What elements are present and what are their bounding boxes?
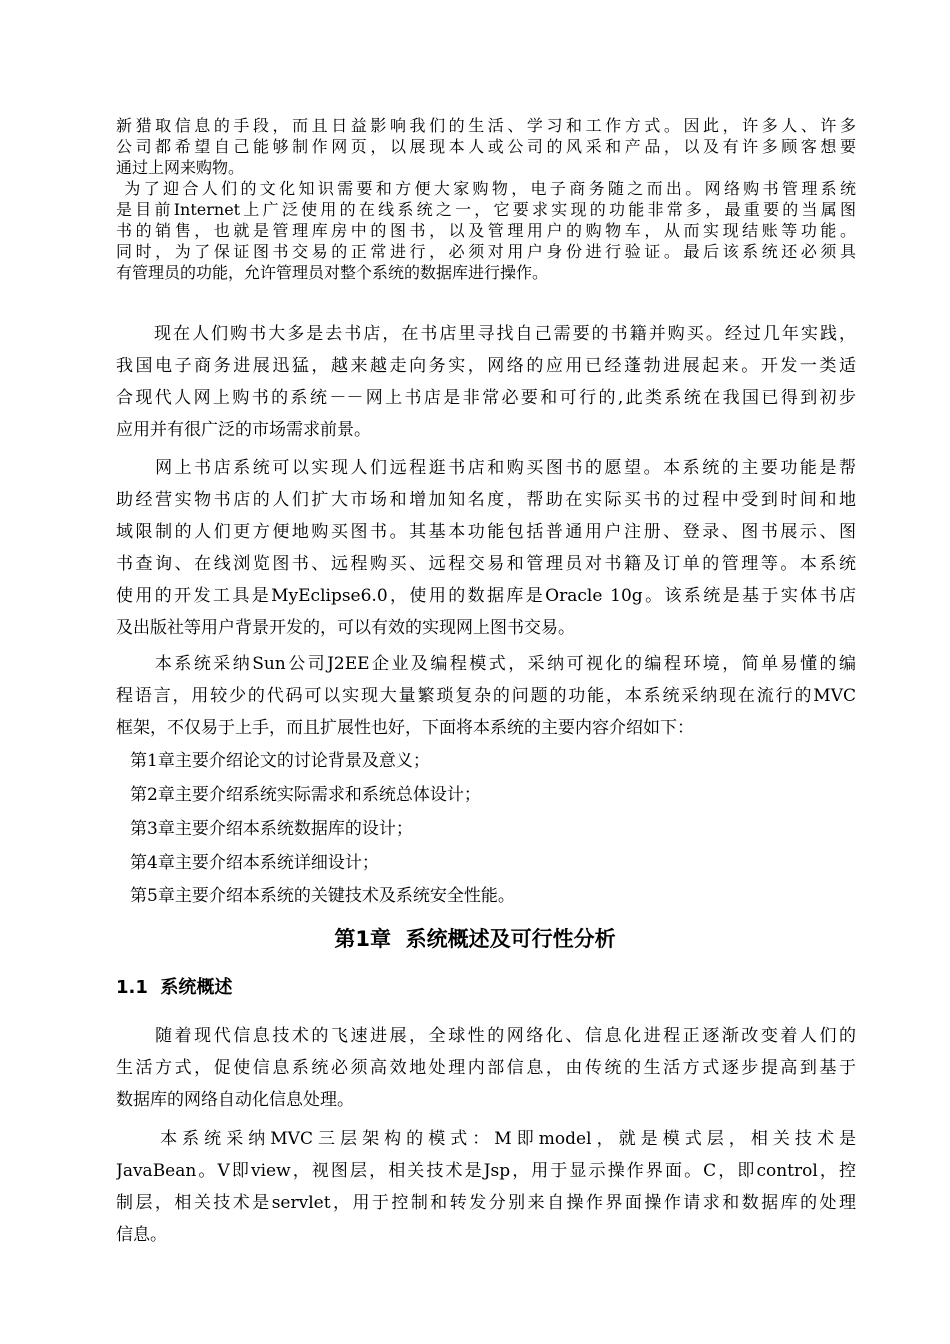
text-line: 制层，相关技术是servlet，用于控制和转发分别来自操作界面操作请求和数据库的处理 xyxy=(116,1193,856,1213)
text-line: 同时，为了保证图书交易的正常进行，必须对用户身份进行验证。最后该系统还必须具 xyxy=(116,242,856,261)
text-line: 应用并有很广泛的市场需求前景。 xyxy=(116,420,371,440)
text-line: 合现代人网上购书的系统－－网上书店是非常必要和可行的,此类系统在我国已得到初步 xyxy=(116,388,856,408)
chapter-list-item: 第5章主要介绍本系统的关键技术及系统安全性能。 xyxy=(130,886,515,906)
chapter-title: 第1章 系统概述及可行性分析 xyxy=(334,927,616,951)
text-line: 为了迎合人们的文化知识需要和方便大家购物，电子商务随之而出。网络购书管理系统 xyxy=(116,179,856,198)
text-line: 本系统采纳MVC三层架构的模式：M即model，就是模式层，相关技术是 xyxy=(116,1129,856,1149)
text-line: 网上书店系统可以实现人们远程逛书店和购买图书的愿望。本系统的主要功能是帮 xyxy=(116,458,856,478)
text-line: 及出版社等用户背景开发的，可以有效的实现网上图书交易。 xyxy=(116,618,575,638)
text-line: JavaBean。V即view，视图层，相关技术是Jsp，用于显示操作界面。C，即control，控 xyxy=(116,1161,856,1181)
chapter-list-item: 第1章主要介绍论文的讨论背景及意义； xyxy=(130,751,430,771)
text-line: 书的销售，也就是管理库房中的图书，以及管理用户的购物车，从而实现结账等功能。 xyxy=(116,221,856,240)
intro-block xyxy=(116,115,856,283)
chapter-list-item: 第2章主要介绍系统实际需求和系统总体设计； xyxy=(130,785,481,805)
text-line: 是目前Internet上广泛使用的在线系统之一，它要求实现的功能非常多，最重要的当属图 xyxy=(116,200,856,219)
text-line: 随着现代信息技术的飞速进展，全球性的网络化、信息化进程正逐渐改变着人们的 xyxy=(116,1026,856,1046)
text-line: 本系统采纳Sun公司J2EE企业及编程模式，采纳可视化的编程环境，简单易懂的编 xyxy=(116,654,856,674)
text-line: 使用的开发工具是MyEclipse6.0，使用的数据库是Oracle 10g。该系统是基于实体书店 xyxy=(116,586,856,606)
text-line: 生活方式，促使信息系统必须高效地处理内部信息，由传统的生活方式逐步提高到基于 xyxy=(116,1058,856,1078)
chapter-list-item: 第4章主要介绍本系统详细设计； xyxy=(130,853,379,873)
text-line: 信息。 xyxy=(116,1225,167,1245)
paragraph xyxy=(116,1123,856,1251)
paragraph xyxy=(116,318,856,446)
text-line: 程语言，用较少的代码可以实现大量繁琐复杂的问题的功能，本系统采纳现在流行的MVC xyxy=(116,686,856,706)
text-line: 公司都希望自己能够制作网页，以展现本人或公司的风采和产品，以及有许多顾客想要 xyxy=(116,137,856,156)
text-line: 我国电子商务进展迅猛，越来越走向务实，网络的应用已经蓬勃进展起来。开发一类适 xyxy=(116,356,856,376)
chapter-list-item: 第3章主要介绍本系统数据库的设计； xyxy=(130,819,413,839)
paragraph xyxy=(116,648,856,744)
paragraph xyxy=(116,452,856,644)
text-line: 新猎取信息的手段，而且日益影响我们的生活、学习和工作方式。因此，许多人、许多 xyxy=(116,116,856,135)
text-line: 书查询、在线浏览图书、远程购买、远程交易和管理员对书籍及订单的管理等。本系统 xyxy=(116,554,856,574)
text-line: 助经营实物书店的人们扩大市场和增加知名度，帮助在实际买书的过程中受到时间和地 xyxy=(116,490,856,510)
text-line: 域限制的人们更方便地购买图书。其基本功能包括普通用户注册、登录、图书展示、图 xyxy=(116,522,856,542)
text-line: 数据库的网络自动化信息处理。 xyxy=(116,1090,354,1110)
section-title: 1.1 系统概述 xyxy=(116,977,233,998)
text-line: 通过上网来购物。 xyxy=(116,158,245,177)
text-line: 现在人们购书大多是去书店，在书店里寻找自己需要的书籍并购买。经过几年实践， xyxy=(116,324,856,344)
paragraph xyxy=(116,1020,856,1116)
text-line: 框架，不仅易于上手，而且扩展性也好，下面将本系统的主要内容介绍如下： xyxy=(116,718,694,738)
text-line: 有管理员的功能，允许管理员对整个系统的数据库进行操作。 xyxy=(116,263,549,282)
